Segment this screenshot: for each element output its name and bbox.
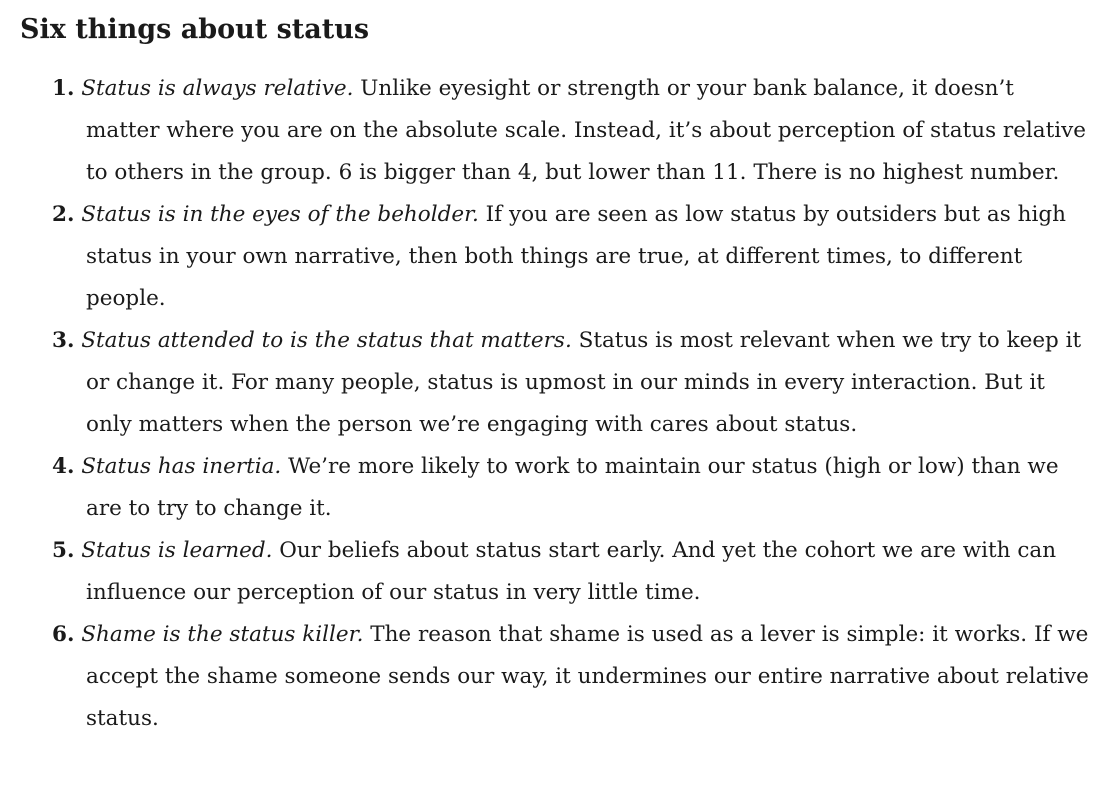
item-6-lead: Shame is the status killer. (81, 622, 364, 647)
item-4-number: 4. (52, 454, 75, 479)
item-3-text: Status is most relevant when we try to keep it or change it. For many people, status is upmost in our minds in every interaction. But it only matters when the person we’re engaging with cares about status. (86, 328, 1082, 437)
item-5-number: 5. (52, 538, 75, 563)
item-1-lead: Status is always relative. (81, 76, 354, 101)
item-5-lead: Status is learned. (81, 538, 273, 563)
list-item-6 (20, 614, 1094, 740)
item-1-number: 1. (52, 76, 75, 101)
item-3-number: 3. (52, 328, 75, 353)
item-4-lead: Status has inertia. (81, 454, 282, 479)
list-item-3 (20, 320, 1094, 446)
page-title: Six things about status (20, 14, 370, 45)
item-5-text: Our beliefs about status start early. And yet the cohort we are with can influence our perception of our status in very little time. (86, 538, 1057, 605)
item-2-text: If you are seen as low status by outsiders but as high status in your own narrative, then both things are true, at different times, to different people. (86, 202, 1066, 311)
list-item-1 (20, 68, 1094, 194)
item-3-lead: Status attended to is the status that matters. (81, 328, 572, 353)
item-6-text: The reason that shame is used as a lever is simple: it works. If we accept the shame someone sends our way, it undermines our entire narrative about relative status. (86, 622, 1089, 731)
list-item-5 (20, 530, 1094, 614)
status-list (20, 68, 1094, 740)
item-6-number: 6. (52, 622, 75, 647)
item-4-text: We’re more likely to work to maintain our status (high or low) than we are to try to change it. (86, 454, 1059, 521)
item-2-number: 2. (52, 202, 75, 227)
item-2-lead: Status is in the eyes of the beholder. (81, 202, 479, 227)
list-item-2 (20, 194, 1094, 320)
list-item-4 (20, 446, 1094, 530)
item-1-text: Unlike eyesight or strength or your bank balance, it doesn’t matter where you are on the absolute scale. Instead, it’s about perception of status relative to others in the group. 6 is bigger than 4, but lower than 11. There is no highest number. (86, 76, 1087, 185)
